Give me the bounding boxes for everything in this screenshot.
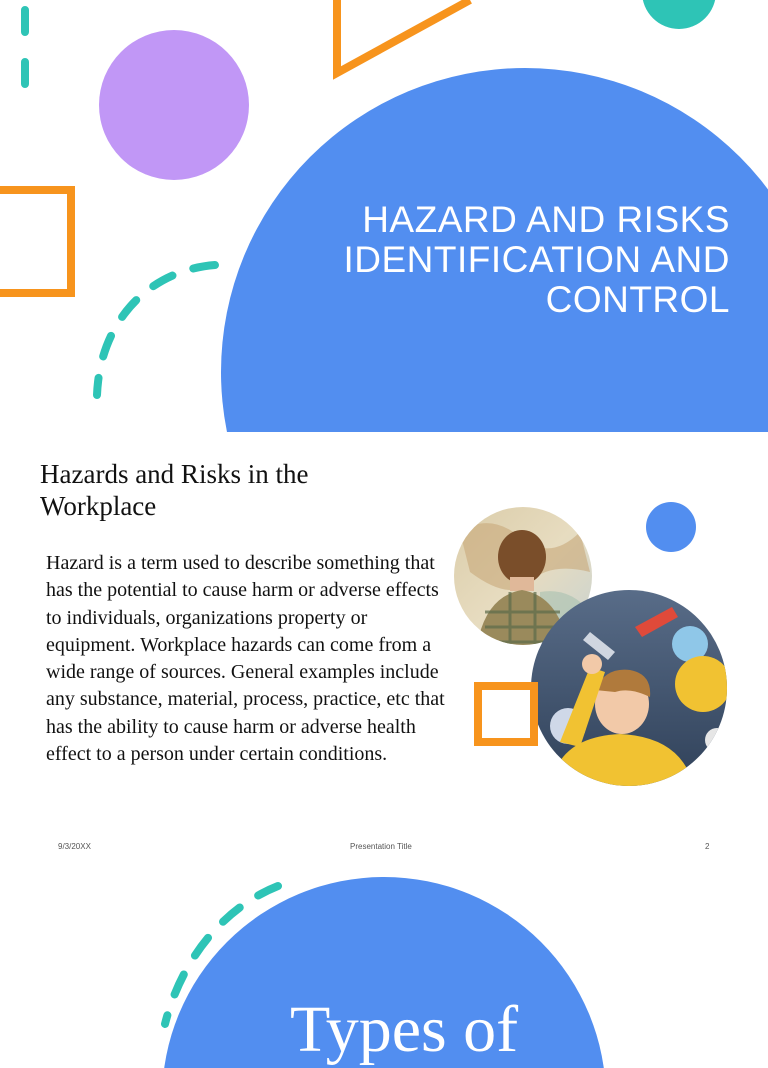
teal-circle-shape — [642, 0, 716, 29]
slide-2-title: Hazards and Risks in the Workplace — [40, 459, 309, 521]
footer-page-number: 2 — [705, 842, 710, 851]
orange-square-shape — [478, 686, 534, 742]
footer-presentation-title: Presentation Title — [350, 842, 412, 851]
slide-2-graphics — [440, 492, 768, 792]
purple-circle-shape — [99, 30, 249, 180]
orange-square-shape — [0, 190, 71, 293]
teal-dashed-arc — [97, 265, 215, 395]
footer-date: 9/3/20XX — [58, 842, 91, 851]
slide-2-body-text: Hazard is a term used to describe something that has the potential to cause harm or adverse effects to individuals, organizations property or equipment. Workplace hazards can come from a wide range of sources. General examples include any substance, material, process, practice, etc that has the ability to cause harm or adverse health effect to a person under certain conditions. — [46, 552, 445, 766]
slide-1 — [0, 0, 768, 432]
slide-2 — [0, 432, 768, 864]
blue-dot-shape — [646, 502, 696, 552]
slide-3 — [0, 864, 768, 1066]
slide-3-title: Types of — [290, 993, 519, 1066]
slide-1-title: HAZARD AND RISKS IDENTIFICATION AND CONTROL — [343, 199, 730, 320]
orange-triangle-shape — [337, 0, 470, 73]
